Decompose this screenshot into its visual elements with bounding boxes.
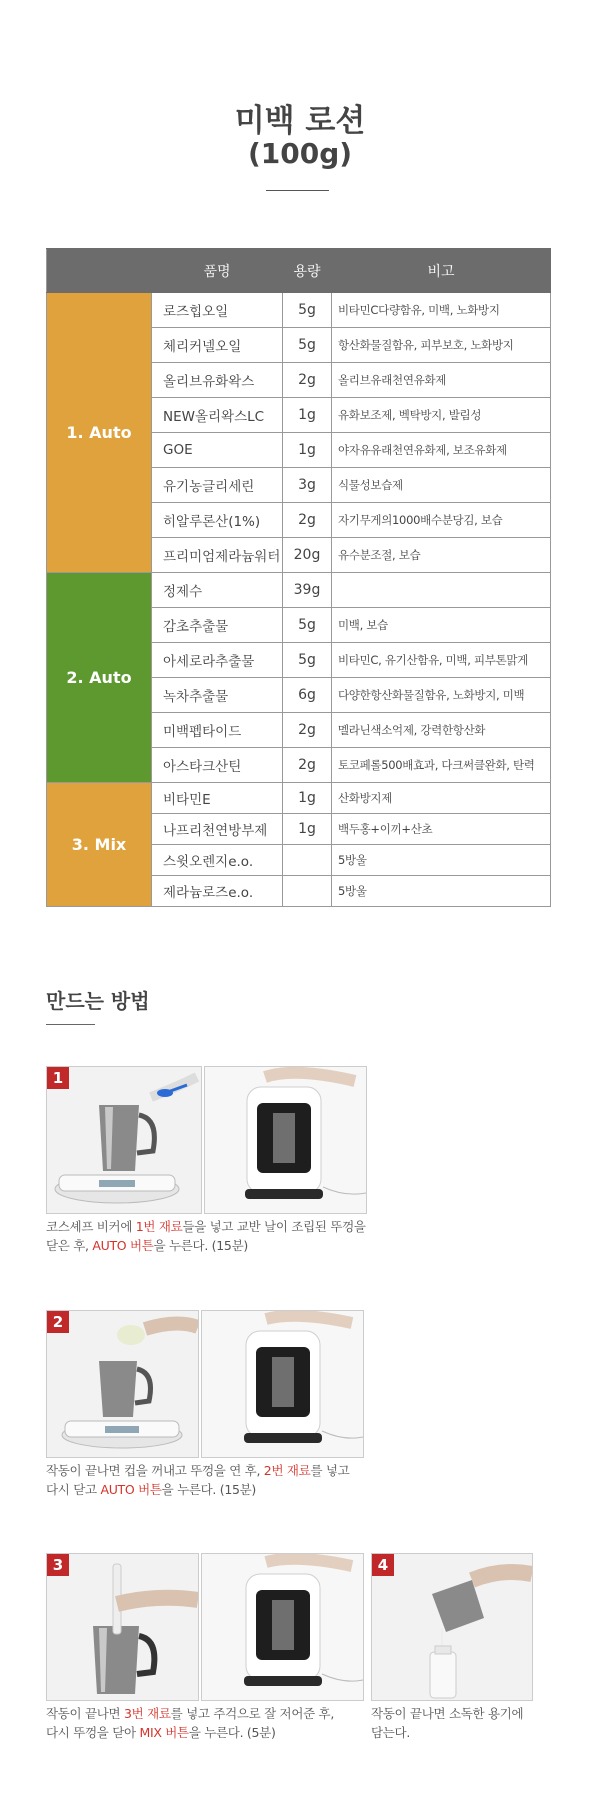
ingredient-name: 감초추출물 <box>152 608 283 643</box>
description-text: 을 누른다. (15분) <box>153 1238 248 1253</box>
description-line <box>371 1704 541 1723</box>
header-amount: 용량 <box>283 249 332 293</box>
description-text: 다시 닫고 <box>46 1482 101 1497</box>
method-divider <box>46 1024 95 1025</box>
ingredient-amount: 6g <box>283 678 332 713</box>
header-name: 품명 <box>152 249 283 293</box>
description-text: 를 넣고 <box>310 1463 350 1478</box>
step4-photo-pour <box>371 1553 533 1701</box>
ingredient-name: 로즈힙오일 <box>152 293 283 328</box>
ingredient-note: 다양한항산화물질함유, 노화방지, 미백 <box>332 678 551 713</box>
blender-machine-image <box>202 1311 363 1457</box>
ingredient-note: 자기무게의1000배수분당김, 보습 <box>332 503 551 538</box>
ingredient-amount: 2g <box>283 713 332 748</box>
description-text: 코스셰프 비커에 <box>46 1219 136 1234</box>
description-line <box>46 1217 376 1236</box>
ingredient-name: 스윗오렌지e.o. <box>152 845 283 876</box>
step-badge: 1 <box>47 1067 69 1089</box>
step2-description <box>46 1461 376 1499</box>
description-text: 을 누른다. (5분) <box>188 1725 276 1740</box>
ingredient-amount: 5g <box>283 643 332 678</box>
ingredient-name: 정제수 <box>152 573 283 608</box>
method-title: 만드는 방법 <box>46 989 150 1013</box>
description-text: 작동이 끝나면 <box>46 1706 124 1721</box>
step3-photo-machine <box>201 1553 364 1701</box>
title-divider <box>266 190 329 191</box>
step4-description <box>371 1704 541 1742</box>
ingredient-amount: 20g <box>283 538 332 573</box>
step2-photo-scale <box>46 1310 199 1458</box>
group-label: 2. Auto <box>47 573 152 783</box>
step-badge: 2 <box>47 1311 69 1333</box>
header-group <box>47 249 152 293</box>
ingredient-name: GOE <box>152 433 283 468</box>
description-line <box>46 1236 376 1255</box>
blender-machine-image <box>202 1554 363 1700</box>
page-subtitle: (100g) <box>247 137 353 170</box>
ingredient-note: 산화방지제 <box>332 783 551 814</box>
table-row <box>47 573 551 608</box>
highlight-text: 2번 재료 <box>263 1463 311 1478</box>
description-text: 들을 넣고 교반 날이 조립된 뚜껑을 <box>182 1219 366 1234</box>
pouring-into-container-image <box>372 1554 532 1700</box>
ingredient-amount <box>283 845 332 876</box>
ingredient-amount <box>283 876 332 907</box>
group-label: 1. Auto <box>47 293 152 573</box>
ingredient-note: 식물성보습제 <box>332 468 551 503</box>
ingredient-note: 항산화물질함유, 피부보호, 노화방지 <box>332 328 551 363</box>
ingredient-amount: 39g <box>283 573 332 608</box>
ingredient-amount: 1g <box>283 433 332 468</box>
ingredient-note: 비타민C, 유기산함유, 미백, 피부톤맑게 <box>332 643 551 678</box>
ingredient-note: 유수분조절, 보습 <box>332 538 551 573</box>
ingredient-amount: 2g <box>283 503 332 538</box>
description-text: 닫은 후, <box>46 1238 93 1253</box>
ingredient-note: 백두홍+이끼+산초 <box>332 814 551 845</box>
ingredient-amount: 5g <box>283 608 332 643</box>
table-row <box>47 783 551 814</box>
page-title: 미백 로션 <box>234 103 366 139</box>
table-row <box>47 293 551 328</box>
ingredient-name: 아스타크산틴 <box>152 748 283 783</box>
description-line <box>46 1723 376 1742</box>
highlight-text: AUTO 버튼 <box>100 1482 162 1497</box>
description-text: 작동이 끝나면 소독한 용기에 <box>371 1706 524 1721</box>
ingredient-amount: 5g <box>283 293 332 328</box>
step2-photo-machine <box>201 1310 364 1458</box>
group-label: 3. Mix <box>47 783 152 907</box>
ingredient-note: 멜라닌색소억제, 강력한항산화 <box>332 713 551 748</box>
ingredient-name: 히알루론산(1%) <box>152 503 283 538</box>
ingredient-name: 올리브유화왁스 <box>152 363 283 398</box>
step1-description <box>46 1217 376 1255</box>
description-line <box>46 1461 376 1480</box>
ingredient-name: 미백펩타이드 <box>152 713 283 748</box>
highlight-text: MIX 버튼 <box>139 1725 189 1740</box>
ingredient-name: 나프리천연방부제 <box>152 814 283 845</box>
ingredient-name: 프리미엄제라늄워터 <box>152 538 283 573</box>
step-badge: 4 <box>372 1554 394 1576</box>
ingredient-note: 5방울 <box>332 876 551 907</box>
ingredient-note <box>332 573 551 608</box>
ingredient-name: 유기농글리세린 <box>152 468 283 503</box>
ingredient-amount: 2g <box>283 363 332 398</box>
ingredient-table <box>46 248 551 907</box>
ingredient-note: 야자유유래천연유화제, 보조유화제 <box>332 433 551 468</box>
ingredient-name: 비타민E <box>152 783 283 814</box>
ingredient-amount: 3g <box>283 468 332 503</box>
ingredient-amount: 1g <box>283 398 332 433</box>
ingredient-name: NEW올리왁스LC <box>152 398 283 433</box>
description-line <box>46 1704 376 1723</box>
header-note: 비고 <box>332 249 551 293</box>
ingredient-note: 5방울 <box>332 845 551 876</box>
table-body <box>47 293 551 907</box>
step1-photo-machine <box>204 1066 367 1214</box>
description-text: 다시 뚜껑을 닫아 <box>46 1725 140 1740</box>
description-line <box>371 1723 541 1742</box>
pouring-ingredient-image <box>47 1311 198 1457</box>
ingredient-note: 미백, 보습 <box>332 608 551 643</box>
description-line <box>46 1480 376 1499</box>
ingredient-note: 유화보조제, 벡탁방지, 발림성 <box>332 398 551 433</box>
highlight-text: AUTO 버튼 <box>92 1238 154 1253</box>
description-text: 을 누른다. (15분) <box>161 1482 257 1497</box>
ingredient-amount: 1g <box>283 783 332 814</box>
ingredient-name: 아세로라추출물 <box>152 643 283 678</box>
ingredient-note: 토코페롤500배효과, 다크써클완화, 탄력 <box>332 748 551 783</box>
step-badge: 3 <box>47 1554 69 1576</box>
ingredient-name: 제라늄로즈e.o. <box>152 876 283 907</box>
step3-description <box>46 1704 376 1742</box>
description-text: 작동이 끝나면 컵을 꺼내고 뚜껑을 연 후, <box>46 1463 264 1478</box>
table-header-row <box>47 249 551 293</box>
stirring-spatula-image <box>47 1554 198 1700</box>
step3-photo-stir <box>46 1553 199 1701</box>
ingredient-note: 올리브유래천연유화제 <box>332 363 551 398</box>
description-text: 를 넣고 주걱으로 잘 저어준 후, <box>170 1706 334 1721</box>
ingredient-amount: 1g <box>283 814 332 845</box>
ingredient-name: 녹차추출물 <box>152 678 283 713</box>
ingredient-note: 비타민C다량함유, 미백, 노화방지 <box>332 293 551 328</box>
ingredient-name: 체리커넬오일 <box>152 328 283 363</box>
ingredient-amount: 5g <box>283 328 332 363</box>
beaker-on-scale-image <box>47 1067 201 1213</box>
highlight-text: 1번 재료 <box>135 1219 183 1234</box>
step1-photo-scale <box>46 1066 202 1214</box>
highlight-text: 3번 재료 <box>124 1706 171 1721</box>
blender-machine-image <box>205 1067 366 1213</box>
ingredient-amount: 2g <box>283 748 332 783</box>
description-text: 담는다. <box>371 1725 410 1740</box>
